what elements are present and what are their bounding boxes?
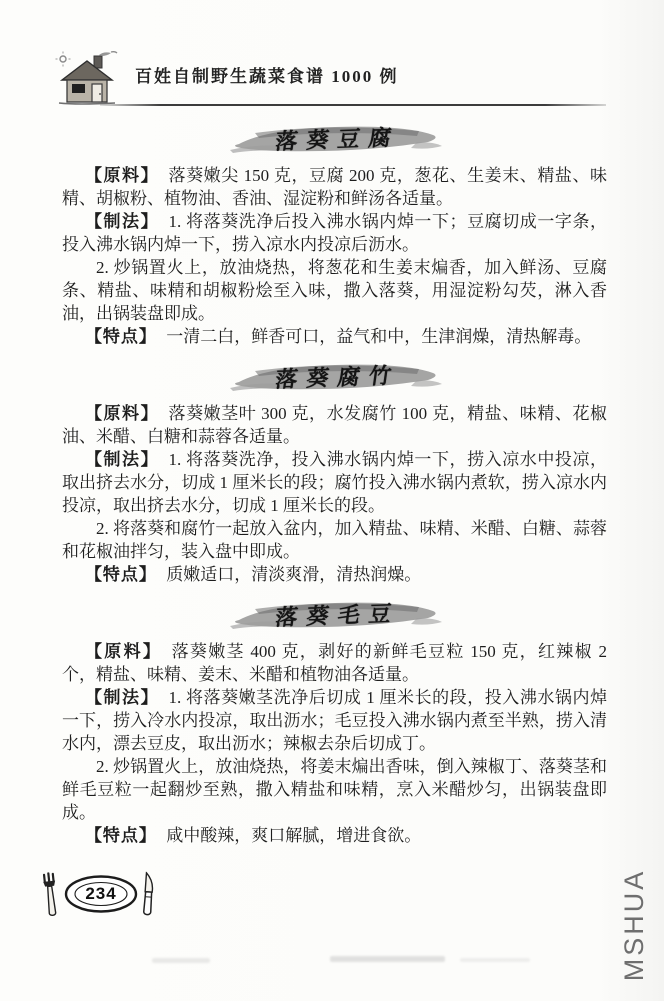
features-paragraph xyxy=(62,824,607,847)
ingredients-paragraph xyxy=(62,640,607,686)
recipe-1-title-banner xyxy=(225,119,445,157)
method-paragraph-step2 xyxy=(62,256,607,325)
method-step-text: 2. 将落葵和腐竹一起放入盆内，加入精盐、味精、米醋、白糖、蒜蓉和花椒油拌匀，装入盘中即成。 xyxy=(62,519,607,561)
features-paragraph xyxy=(62,325,607,348)
recipe-section-1 xyxy=(62,119,607,348)
method-label: 【制法】 xyxy=(84,688,160,707)
recipe-2-title-banner xyxy=(225,357,445,395)
house-icon xyxy=(55,50,119,108)
recipe-title: 落葵腐竹 xyxy=(273,362,402,392)
method-paragraph-step1 xyxy=(62,210,607,256)
plate-icon xyxy=(63,873,139,915)
recipe-3-title-banner xyxy=(225,595,445,633)
method-step-text: 1. 将落葵洗净后投入沸水锅内焯一下；豆腐切成一字条，投入沸水锅内焯一下，捞入凉水内投凉后沥水。 xyxy=(62,212,608,254)
method-step-text: 1. 将落葵洗净，投入沸水锅内焯一下，捞入凉水中投凉，取出挤去水分，切成 1 厘米长的段；腐竹投入沸水锅内煮软，捞入凉水内投凉，取出挤去水分，切成 1 厘米长的段。 xyxy=(62,450,608,515)
ingredients-label: 【原料】 xyxy=(84,404,160,423)
method-step-text: 2. 炒锅置火上，放油烧热，将姜末煸出香味，倒入辣椒丁、落葵茎和鲜毛豆粒一起翻炒至熟，撒入精盐和味精，烹入米醋炒匀，出锅装盘即成。 xyxy=(62,757,607,822)
scan-artifact xyxy=(152,958,210,963)
features-label: 【特点】 xyxy=(84,826,157,845)
ingredients-paragraph xyxy=(62,164,607,210)
scan-artifact xyxy=(330,956,445,962)
method-paragraph-step2 xyxy=(62,517,607,563)
recipe-title: 落葵豆腐 xyxy=(273,124,402,154)
features-text: 咸中酸辣，爽口解腻，增进食欲。 xyxy=(166,826,422,845)
method-label: 【制法】 xyxy=(84,212,160,231)
features-label: 【特点】 xyxy=(84,565,157,584)
method-paragraph-step2 xyxy=(62,755,607,824)
page-footer xyxy=(42,872,157,916)
method-paragraph-step1 xyxy=(62,448,607,517)
method-step-text: 2. 炒锅置火上，放油烧热，将葱花和生姜末煸香，加入鲜汤、豆腐条、精盐、味精和胡椒粉烩至入味，撒入落葵，用湿淀粉勾芡，淋入香油，出锅装盘即成。 xyxy=(62,258,607,323)
fork-icon xyxy=(40,871,64,917)
features-label: 【特点】 xyxy=(84,327,157,346)
header-divider xyxy=(100,104,606,106)
ingredients-text: 落葵嫩茎 400 克，剥好的新鲜毛豆粒 150 克，红辣椒 2 个，精盐、味精、姜末、米醋和植物油各适量。 xyxy=(62,642,607,684)
recipe-section-2 xyxy=(62,357,607,586)
book-title: 百姓自制野生蔬菜食谱 1000 例 xyxy=(135,66,399,86)
recipe-section-3 xyxy=(62,595,607,847)
method-paragraph-step1 xyxy=(62,686,607,755)
ingredients-text: 落葵嫩尖 150 克，豆腐 200 克，葱花、生姜末、精盐、味精、胡椒粉、植物油、香油、湿淀粉和鲜汤各适量。 xyxy=(62,166,608,208)
ingredients-paragraph xyxy=(62,402,607,448)
page-header xyxy=(55,50,399,108)
watermark-text: MSHUA xyxy=(618,868,649,982)
method-label: 【制法】 xyxy=(84,450,160,469)
features-text: 一清二白，鲜香可口，益气和中，生津润燥，清热解毒。 xyxy=(166,327,592,346)
features-text: 质嫩适口，清淡爽滑，清热润燥。 xyxy=(166,565,422,584)
ingredients-label: 【原料】 xyxy=(84,166,160,185)
features-paragraph xyxy=(62,563,607,586)
page-content xyxy=(62,114,607,856)
method-step-text: 1. 将落葵嫩茎洗净后切成 1 厘米长的段，投入沸水锅内焯一下，捞入冷水内投凉，取出沥水；毛豆投入沸水锅内煮至半熟，捞入清水内，漂去豆皮，取出沥水；辣椒去杂后切成丁。 xyxy=(62,688,608,753)
page-number: 234 xyxy=(85,884,117,903)
ingredients-text: 落葵嫩茎叶 300 克，水发腐竹 100 克，精盐、味精、花椒油、米醋、白糖和蒜蓉各适量。 xyxy=(62,404,608,446)
knife-icon xyxy=(139,871,158,916)
ingredients-label: 【原料】 xyxy=(84,642,163,661)
scan-artifact xyxy=(460,958,530,962)
recipe-title: 落葵毛豆 xyxy=(273,600,402,630)
